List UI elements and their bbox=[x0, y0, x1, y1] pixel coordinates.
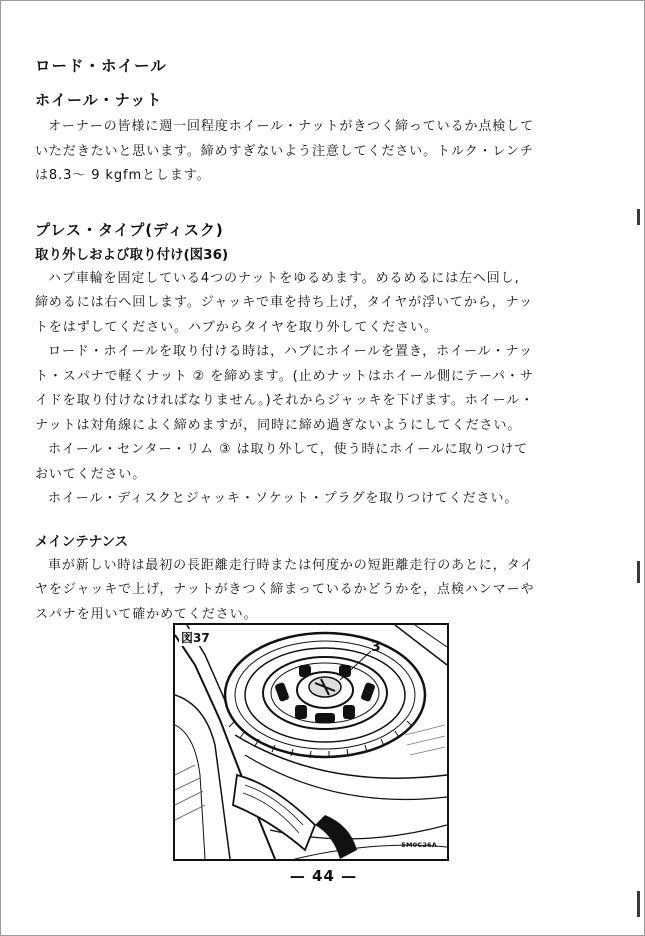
wheel-nut-paragraph bbox=[35, 115, 603, 189]
scan-edge-mark bbox=[637, 561, 640, 583]
press-type-paragraph-3 bbox=[35, 438, 603, 487]
figure-reference-code: 5M0C26A bbox=[401, 841, 437, 849]
subheading-removal-installation: 取り外しおよび取り付け(図36) bbox=[35, 246, 229, 263]
figure-callout-number: 3 bbox=[371, 639, 381, 655]
text-line: ト・スパナで軽くナット ② を締めます。(止めナットはホイール側にテーパ・サ bbox=[35, 368, 534, 384]
maintenance-paragraph bbox=[35, 554, 603, 628]
figure-spare-wheel-illustration bbox=[173, 623, 449, 861]
press-type-paragraph-4 bbox=[35, 487, 603, 512]
text-line: 締めるには右へ回します。ジャッキで車を持ち上げ，タイヤが浮いてから，ナッ bbox=[35, 295, 534, 310]
section-heading-wheel-nut: ホイール・ナット bbox=[35, 91, 163, 109]
section-heading-maintenance: メインテナンス bbox=[35, 533, 129, 550]
text-line: ロード・ホイールを取り付ける時は，ハブにホイールを置き，ホイール・ナッ bbox=[48, 344, 533, 359]
spare-wheel-drawing bbox=[175, 625, 447, 859]
text-line: おいてください。 bbox=[35, 466, 147, 482]
page-content bbox=[35, 55, 603, 627]
text-line: ホイール・ディスクとジャッキ・ソケット・プラグを取りつけてください。 bbox=[48, 491, 519, 506]
text-line: トをはずしてください。ハブからタイヤを取り外してください。 bbox=[35, 319, 438, 335]
figure-label: 図37 bbox=[181, 631, 210, 645]
section-heading-press-type: プレス・タイプ(ディスク) bbox=[35, 220, 224, 239]
press-type-paragraph-1 bbox=[35, 267, 603, 341]
text-line: ヤをジャッキで上げ，ナットがきつく締まっているかどうかを，点検ハンマーや bbox=[35, 582, 535, 597]
text-line: 車が新しい時は最初の長距離走行時または何度かの短距離走行のあとに，タイ bbox=[48, 557, 535, 573]
scan-edge-mark bbox=[637, 891, 640, 917]
text-line: スパナを用いて確かめてください。 bbox=[35, 606, 258, 622]
text-line: ハブ車輪を固定している4つのナットをゆるめます。めるめるには左へ回し, bbox=[48, 270, 520, 286]
press-type-paragraph-2 bbox=[35, 340, 603, 438]
text-line: オーナーの皆様に週一回程度ホイール・ナットがきつく締っているか点検して bbox=[48, 119, 534, 134]
text-line: ホイール・センター・リム ③ は取り外して，使う時にホイールに取りつけて bbox=[48, 442, 529, 457]
text-line: イドを取り付けなければなりません。)それからジャッキを下げます。ホイール・ bbox=[35, 393, 535, 408]
scan-edge-mark bbox=[637, 209, 640, 225]
text-line: ナットは対角線によく締めますが，同時に締め過ぎないようにしてください。 bbox=[35, 417, 522, 433]
text-line: いただきたいと思います。締めすぎないよう注意してください。トルク・レンチ bbox=[35, 143, 534, 159]
page-number: — 44 — bbox=[289, 867, 358, 885]
page-title: ロード・ホイール bbox=[35, 57, 167, 75]
text-line: は8.3～ 9 kgfmとします。 bbox=[35, 168, 211, 183]
